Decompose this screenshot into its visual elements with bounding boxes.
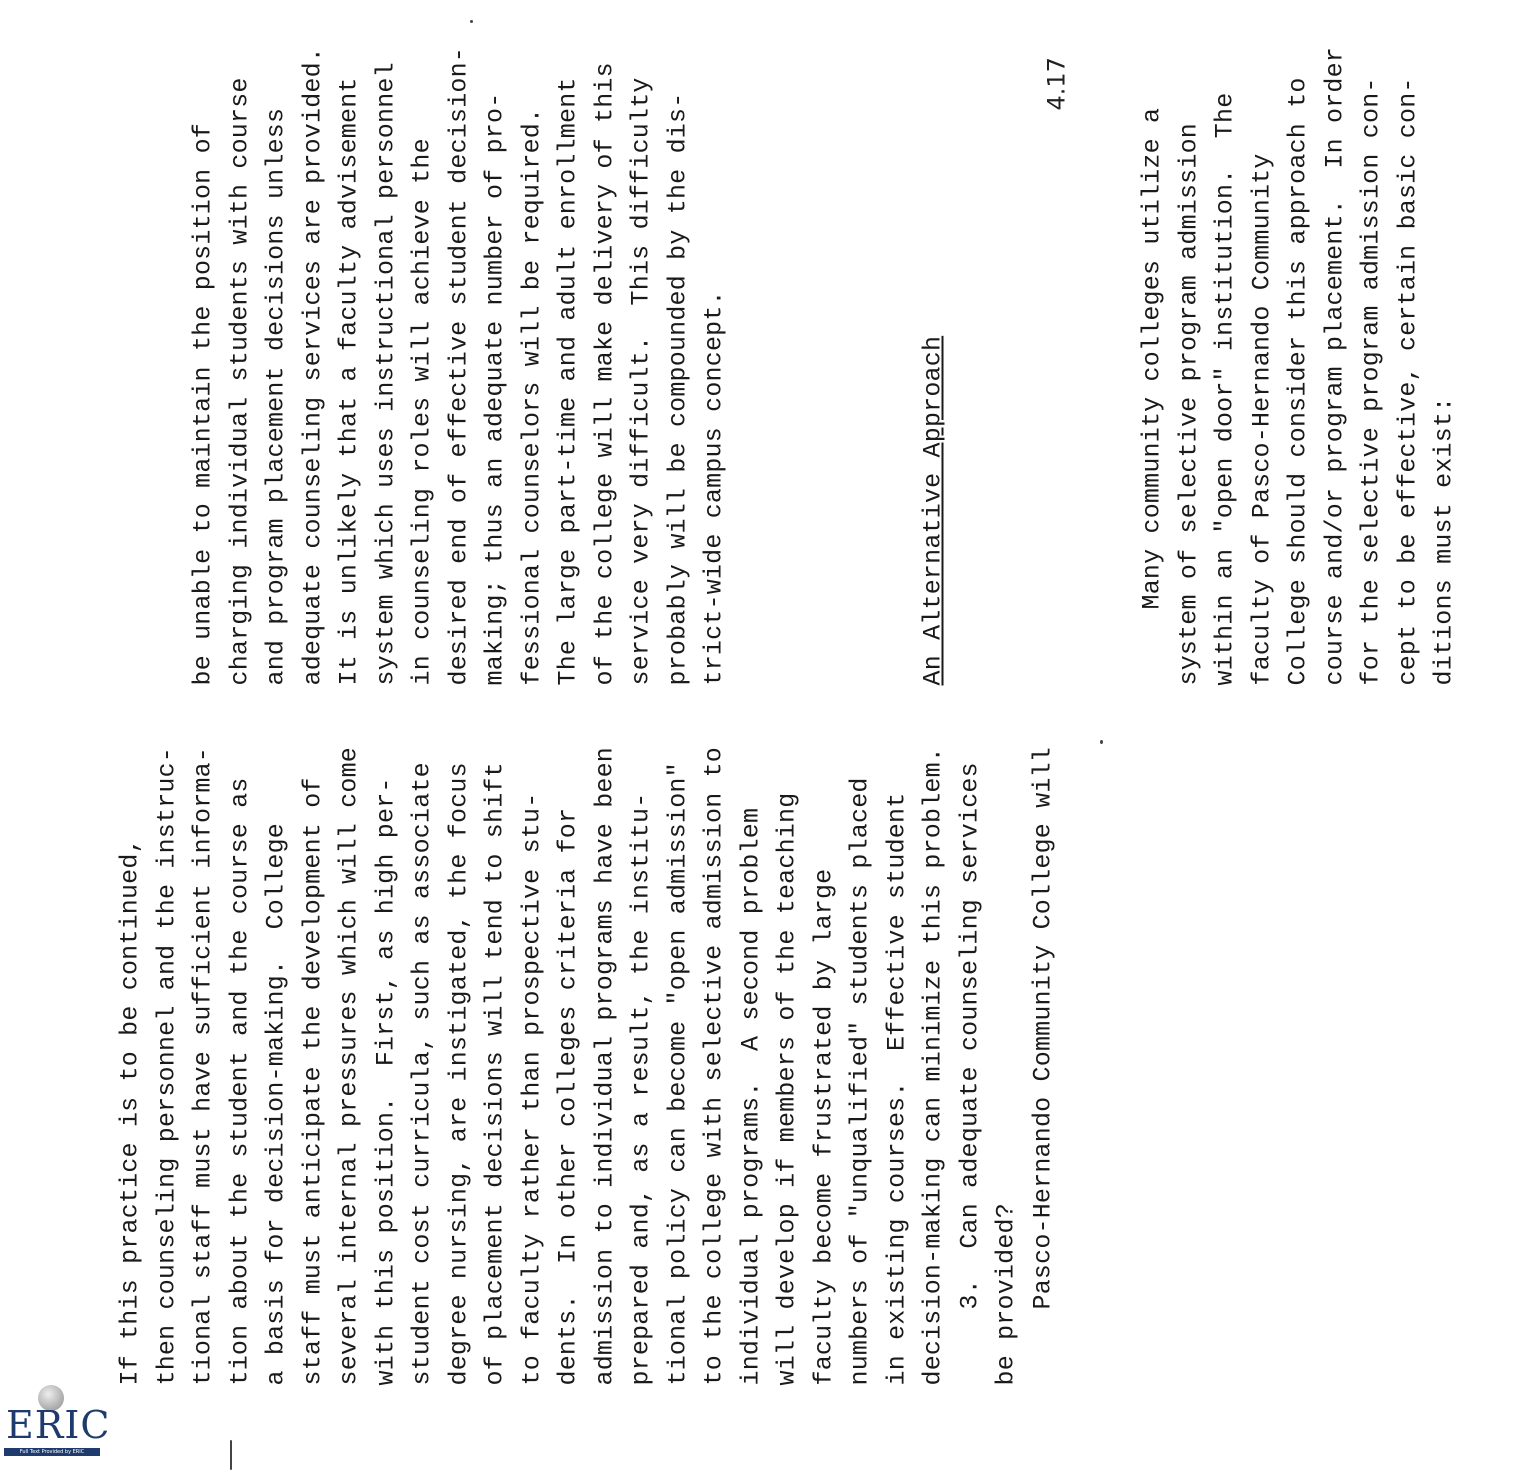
page-number: 4.17 bbox=[1042, 56, 1070, 110]
text-line: making; thus an adequate number of pro- bbox=[480, 92, 509, 685]
text-line: charging individual students with course bbox=[224, 76, 254, 685]
text-line: will develop if members of the teaching bbox=[772, 792, 801, 1385]
text-line: of placement decisions will tend to shift bbox=[480, 761, 509, 1385]
text-line: individual programs. A second problem bbox=[735, 807, 765, 1385]
text-line: adequate counseling services are provided. bbox=[297, 46, 327, 685]
text-line: to faculty rather than prospective stu- bbox=[516, 792, 546, 1385]
text-line: The large part-time and adult enrollment bbox=[553, 76, 582, 685]
text-line: tional policy can become "open admission" bbox=[662, 761, 692, 1385]
text-line: 3. Can adequate counseling services bbox=[954, 761, 984, 1385]
right-text-column bbox=[112, 35, 1536, 685]
text-line: a basis for decision-making. College bbox=[261, 822, 290, 1385]
text-line: Many community colleges utilize a bbox=[1137, 107, 1166, 685]
text-line: Pasco-Hernando Community College will bbox=[1027, 746, 1057, 1385]
text-line: then counseling personnel and the instruc- bbox=[151, 746, 181, 1385]
right-column-paragraph-2 bbox=[1134, 35, 1463, 685]
text-line: student cost curricula, such as associate bbox=[407, 761, 436, 1385]
eric-logo-text: ERIC bbox=[6, 1403, 111, 1447]
text-line: desired end of effective student decision- bbox=[443, 46, 473, 685]
text-line: tion about the student and the course as bbox=[224, 776, 254, 1385]
text-line: in existing courses. Effective student bbox=[881, 792, 911, 1385]
blank-line bbox=[806, 35, 843, 685]
text-line: system which uses instructional personnel bbox=[370, 61, 400, 685]
text-line: numbers of "unqualified" students placed bbox=[845, 776, 874, 1385]
text-line: faculty of Pasco-Hernando Community bbox=[1246, 152, 1276, 685]
text-line: fessional counselors will be required. bbox=[516, 107, 546, 685]
text-line: dents. In other colleges criteria for bbox=[553, 807, 582, 1385]
scan-speck bbox=[230, 1440, 232, 1470]
text-line: in counseling roles will achieve the bbox=[407, 137, 436, 685]
text-line: to the college with selective admission to bbox=[699, 746, 728, 1385]
text-line: It is unlikely that a faculty advisement bbox=[334, 76, 363, 685]
text-line: course and/or program placement. In order bbox=[1319, 46, 1349, 685]
scan-speck bbox=[470, 20, 473, 23]
text-line: staff must anticipate the development of bbox=[297, 776, 327, 1385]
text-line: be unable to maintain the position of bbox=[188, 122, 217, 685]
text-line: for the selective program admission con- bbox=[1356, 76, 1385, 685]
text-line: several internal pressures which will come bbox=[334, 746, 363, 1385]
text-line: faculty become frustrated by large bbox=[808, 868, 838, 1385]
text-line: of the college will make delivery of this bbox=[589, 61, 619, 685]
eric-logo-tagline: Full Text Provided by ERIC bbox=[4, 1448, 100, 1456]
right-column-paragraph bbox=[185, 35, 733, 685]
blank-line bbox=[1025, 35, 1062, 685]
text-line: prepared and, as a result, the institu- bbox=[626, 792, 655, 1385]
text-line: tional staff must have sufficient informa- bbox=[188, 746, 217, 1385]
text-line: If this practice is to be continued, bbox=[115, 837, 144, 1385]
text-line: admission to individual programs have been bbox=[589, 746, 619, 1385]
eric-logo bbox=[4, 1385, 111, 1457]
text-line: service very difficult. This difficulty bbox=[626, 76, 655, 685]
section-heading: An Alternative Approach bbox=[918, 335, 947, 685]
text-line: College should consider this approach to bbox=[1283, 76, 1312, 685]
text-line: probably will be compounded by the dis- bbox=[662, 92, 692, 685]
text-line: cept to be effective, certain basic con- bbox=[1392, 76, 1422, 685]
text-line: be provided? bbox=[991, 1202, 1020, 1385]
text-line: degree nursing, are instigated, the focus bbox=[443, 761, 473, 1385]
text-line: trict-wide campus concept. bbox=[699, 289, 728, 685]
text-line: and program placement decisions unless bbox=[261, 107, 290, 685]
left-text-column bbox=[112, 745, 1061, 1385]
text-line: within an "open door" institution. The bbox=[1210, 92, 1239, 685]
text-line: with this position. First, as high per- bbox=[370, 776, 400, 1385]
text-line: ditions must exist: bbox=[1429, 396, 1458, 685]
scan-speck bbox=[1100, 740, 1103, 744]
text-line: system of selective program admission bbox=[1173, 122, 1203, 685]
text-line: decision-making can minimize this problem. bbox=[918, 746, 947, 1385]
